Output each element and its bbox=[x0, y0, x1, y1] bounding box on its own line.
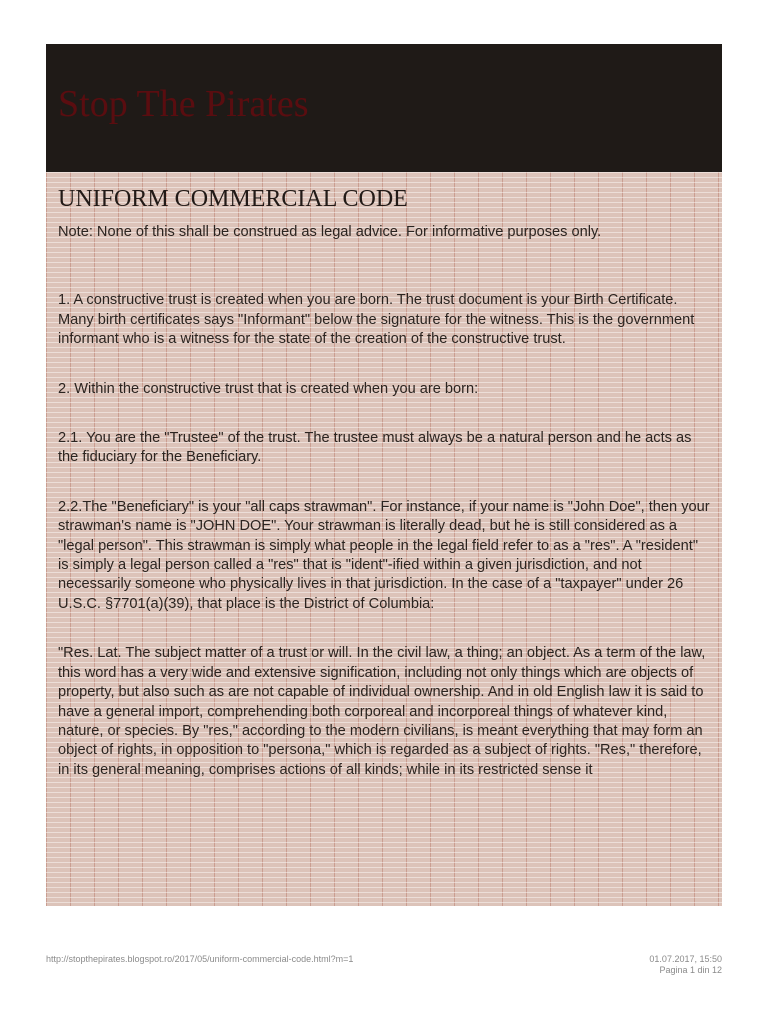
footer-url: http://stopthepirates.blogspot.ro/2017/05/uniform-commercial-code.html?m=1 bbox=[46, 954, 354, 964]
disclaimer-note: Note: None of this shall be construed as legal advice. For informative purposes only. bbox=[58, 224, 602, 240]
post-body bbox=[46, 172, 722, 906]
res-definition-quote: "Res. Lat. The subject matter of a trust or will. In the civil law, a thing; an object. As a term of the law, this word has a very wide and extensive signification, including not only things which are objects of property, but also such as are not capable of individual ownership. And in old English law it is said to have a general import, comprehending both corporeal and incorporeal things of whatever kind, nature, or species. By "res," according to the modern civilians, is meant everything that may form an object of rights, in opposition to "persona," which is regarded as a subject of rights. "Res," therefore, in its general meaning, comprises actions of all kinds; while in its restricted sense it bbox=[58, 645, 706, 778]
footer-datetime: 01.07.2017, 15:50 bbox=[649, 954, 722, 964]
site-title[interactable]: Stop The Pirates bbox=[58, 83, 309, 125]
footer-page-number: Pagina 1 din 12 bbox=[659, 965, 722, 975]
post-title: UNIFORM COMMERCIAL CODE bbox=[58, 186, 408, 212]
paragraph-2: 2. Within the constructive trust that is created when you are born: bbox=[58, 380, 479, 397]
blog-header bbox=[46, 44, 722, 172]
paragraph-2-2: 2.2.The "Beneficiary" is your "all caps strawman". For instance, if your name is "John Doe", then your strawman's name is "JOHN DOE". Your strawman is literally dead, but he is still considered as a "legal person". This strawman is simply what people in the legal field refer to as a "res". A "resident" is simply a legal person called a "res" that is "ident"-ified within a given jurisdiction, and not necessarily someone who physically lives in that jurisdiction. In the case of a "taxpayer" under 26 U.S.C. §7701(a)(39), that place is the District of Columbia: bbox=[58, 498, 710, 612]
paragraph-1: 1. A constructive trust is created when you are born. The trust document is your Birth Certificate. Many birth certificates says "Informant" below the signature for the witness. This is the government informant who is a witness for the state of the creation of the constructive trust. bbox=[58, 292, 695, 348]
footer-meta bbox=[649, 954, 722, 976]
paragraph-2-1: 2.1. You are the "Trustee" of the trust. The trustee must always be a natural person and he acts as the fiduciary for the Beneficiary. bbox=[58, 430, 692, 466]
